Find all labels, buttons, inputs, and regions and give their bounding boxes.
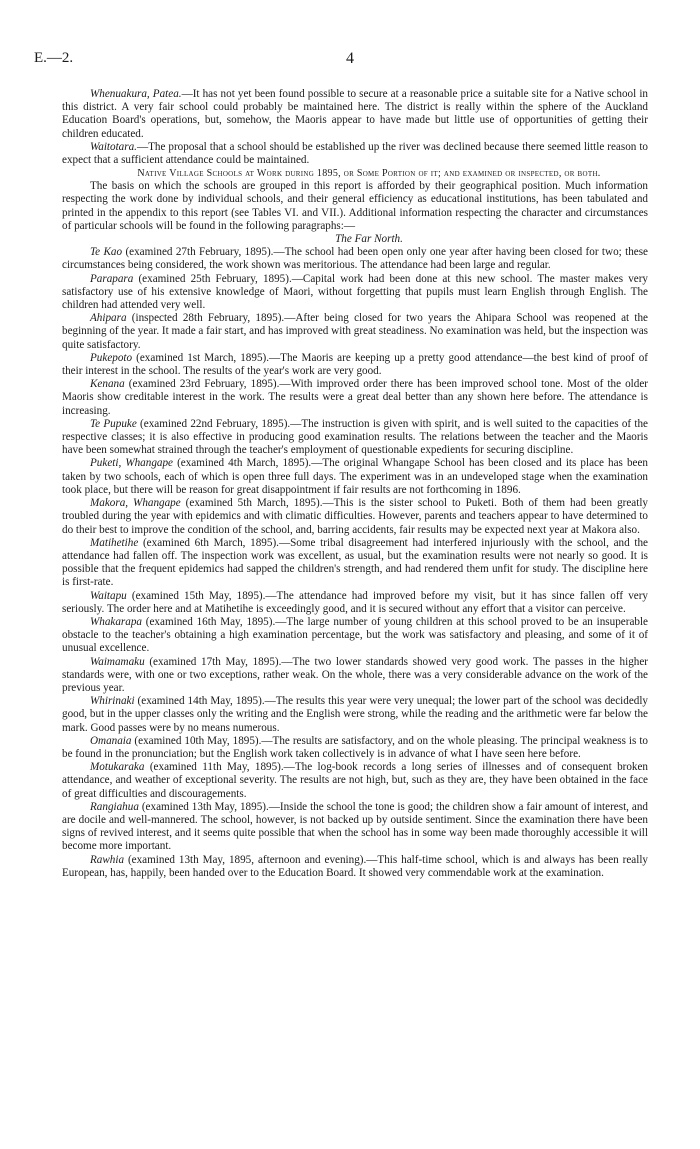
school-name: Kenana (90, 378, 125, 391)
school-name: Whakarapa (90, 615, 142, 628)
place-name: Whenuakura, Patea. (90, 88, 182, 100)
school-paragraph (62, 695, 648, 735)
school-name: Motukaraka (90, 761, 145, 774)
school-name: Ahipara (90, 312, 127, 325)
paragraph-text: —It has not yet been found possible to secure at a reasonable price a suitable site for a Native school in this district. A very fair school could probably be maintained here. The district is really within the sphere of the Auckland Education Board's operations, but, somehow, the Maoris appear to have made but little use of opportunities of getting their children educated. (62, 88, 648, 140)
school-name: Puketi, Whangape (90, 457, 173, 470)
document-reference: E.—2. (34, 50, 74, 66)
body-text (62, 88, 648, 880)
school-paragraph (62, 854, 648, 880)
running-head (34, 50, 648, 70)
school-paragraph (62, 378, 648, 418)
school-report-text: (examined 11th May, 1895).—The log-book records a long series of illnesses and of consequent broken attendance, and weather of exceptional severity. The results are not high, but, such as they are, they have been obtained in the face of great difficulties and discouragements. (62, 761, 648, 800)
school-report-text: (examined 16th May, 1895).—The large number of young children at this school proved to be an insuperable obstacle to the teacher's obtaining a high examination percentage, but the work was satisfactory and pleasing, and some of it of unusual excellence. (62, 615, 648, 655)
school-paragraph (62, 735, 648, 761)
school-paragraph (62, 246, 648, 272)
school-report-text: (inspected 28th February, 1895).—After being closed for two years the Ahipara School was reopened at the beginning of the year. It made a fair start, and has improved with great steadiness. No examination was held, but the inspection was quite satisfactory. (62, 312, 648, 351)
school-paragraph (62, 457, 648, 497)
school-paragraph (62, 801, 648, 854)
school-report-text: (examined 14th May, 1895).—The results this year were very unequal; the lower part of the school was decidedly good, but in the upper classes only the writing and the English were strong, while the reading and the arithmetic were far below the mark. Good passes were by no means numerous. (62, 695, 648, 734)
school-report-text: (examined 22nd February, 1895).—The instruction is given with spirit, and is well suited to the capacities of the respective classes; it is also effective in producing good examination results. The relations between the teacher and the Maoris have been somewhat strained through the teacher's employment of questionable expedients for securing discipline. (62, 417, 648, 457)
school-name: Whirinaki (90, 695, 135, 708)
school-name: Omanaia (90, 734, 132, 747)
school-report-text: (examined 4th March, 1895).—The original Whangape School has been closed and its place has been taken by two schools, each of which is open three full days. The experiment was in an undeveloped stage when the examination took place, but there will be reason for great disappointment if fair results are not forthcoming in 1896. (62, 457, 648, 496)
school-paragraph (62, 312, 648, 352)
school-paragraph (62, 761, 648, 801)
page-number: 4 (346, 50, 354, 67)
school-report-text: (examined 23rd February, 1895).—With improved order there has been improved school tone. Most of the older Maoris show creditable interest in the work. The results were a great deal better than any shown here before. The attendance is increasing. (62, 378, 648, 417)
school-paragraph (62, 537, 648, 590)
school-name: Makora, Whangape (90, 497, 181, 510)
school-paragraph (62, 656, 648, 696)
school-report-text: (examined 10th May, 1895).—The results are satisfactory, and on the whole pleasing. The principal weakness is to be found in the pronunciation; but the English work taken collectively is in advance of what I have seen here before. (62, 734, 648, 760)
school-name: Matihetihe (90, 536, 139, 549)
school-report-text: (examined 6th March, 1895).—Some tribal disagreement had interfered injuriously with the school, and the attendance had fallen off. The inspection work was excellent, as usual, but the examination results were not nearly so good. It is possible that the frequent epidemics had sapped the children's strength, and had rendered them unfit for study. The discipline here is first-rate. (62, 536, 648, 589)
place-name: Waitotara. (90, 140, 137, 153)
school-paragraph (62, 418, 648, 458)
section-heading: Native Village Schools at Work during 1895, or Some Portion of it; and examined or inspected, or both. (137, 168, 601, 180)
school-paragraph (62, 616, 648, 656)
school-name: Te Pupuke (90, 417, 137, 430)
school-paragraph (62, 590, 648, 616)
intro-paragraph: The basis on which the schools are grouped in this report is afforded by their geographical position. Much information respecting the work done by individual schools, and their general efficiency as educational institutions, has been tabulated and printed in the appendix to this report (see Tables VI. and VII.). Additional information respecting the character and circumstances of particular schools will be found in the following paragraphs:— (62, 180, 648, 232)
school-report-text: (examined 25th February, 1895).—Capital work had been done at this new school. The master makes very satisfactory use of his extensive knowledge of Maori, without forgetting that pupils must learn English through English. The children had attended very well. (62, 272, 648, 312)
school-report-text: (examined 15th May, 1895).—The attendance had improved before my visit, but it has since fallen off very seriously. The order here and at Matihetihe is exceedingly good, and it is secured without any effort that a visitor can perceive. (62, 589, 648, 615)
subheading-far-north: The Far North. (335, 233, 403, 246)
school-report-text: (examined 13th May, 1895, afternoon and evening).—This half-time school, which is and always has been really European, has, happily, been handed over to the Education Board. It showed very commendable work at the examination. (62, 853, 648, 879)
school-name: Parapara (90, 272, 134, 285)
school-name: Rangiahua (90, 800, 139, 813)
school-paragraph (62, 352, 648, 378)
school-paragraphs (62, 246, 648, 880)
paragraph-whenuakura (62, 88, 648, 141)
school-name: Te Kao (90, 246, 123, 259)
school-name: Waitapu (90, 589, 127, 602)
paragraph-text: —The proposal that a school should be established up the river was declined because there seemed little reason to expect that a sufficient attendance could be maintained. (62, 140, 648, 167)
school-report-text: (examined 17th May, 1895).—The two lower standards showed very good work. The passes in the higher standards were, with one or two exceptions, rather weak. On the whole, there was a very considerable advance on the work of the previous year. (62, 655, 648, 694)
school-paragraph (62, 497, 648, 537)
school-name: Pukepoto (90, 351, 133, 364)
paragraph-waitotara (62, 141, 648, 167)
school-paragraph (62, 273, 648, 313)
school-name: Rawhia (90, 853, 125, 866)
school-report-text: (examined 27th February, 1895).—The school had been open only one year after having been closed for two; these circumstances being considered, the work shown was meritorious. The attendance had been large and regular. (62, 246, 648, 272)
school-report-text: (examined 5th March, 1895).—This is the sister school to Puketi. Both of them had been greatly troubled during the year with epidemics and with climatic difficulties. However, parents and teachers appear to have determined to do their best to improve the condition of the school, and, barring accidents, fair results may be expected next year at Makora also. (62, 497, 648, 536)
school-name: Waimamaku (90, 655, 145, 668)
school-report-text: (examined 1st March, 1895).—The Maoris are keeping up a pretty good attendance—the best kind of proof of their interest in the school. The results of the year's work are very good. (62, 351, 648, 378)
school-report-text: (examined 13th May, 1895).—Inside the school the tone is good; the children show a fair amount of interest, and are docile and well-mannered. The school, however, is not backed up by outside sentiment. Since the examination there have been signs of revived interest, and it seems quite possible that when the school has in some way been made thoroughly accessible it will become more important. (62, 800, 648, 853)
